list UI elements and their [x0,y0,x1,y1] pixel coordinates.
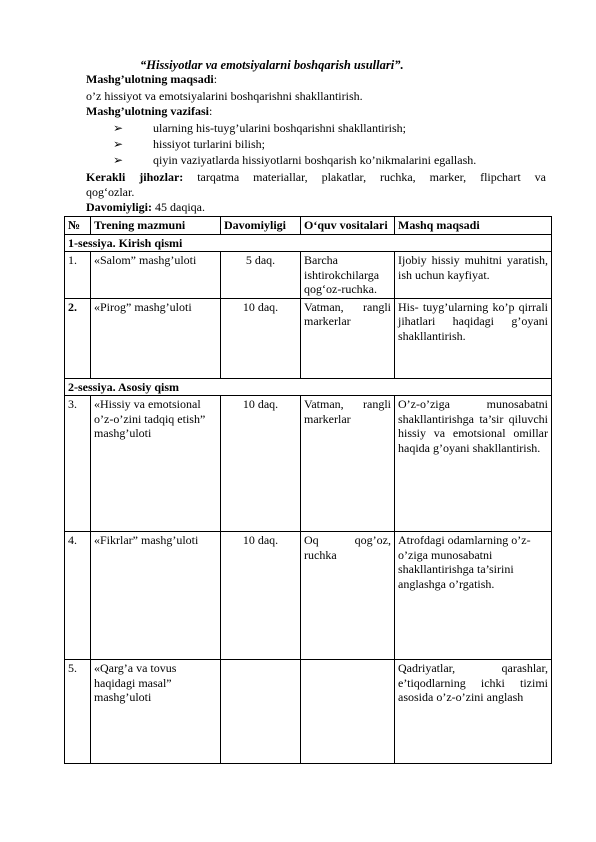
cell-goal: O’z-o’ziga munosabatni shakllantirishga ta’sir qiluvchi hissiy va emotsional omillar haqida g’oyani shakllantirish. [395,396,552,532]
materials-text: tarqatma materiallar, plakatlar, ruchka, marker, flipchart va [197,170,546,184]
table-row [65,660,552,764]
arrow-bullet-icon: ➢ [113,121,124,135]
section-row [65,234,552,252]
document-title: “Hissiyotlar va emotsiyalarni boshqarish usullari”. [140,58,404,72]
section-row [65,378,552,396]
task-item: ➢ qiyin vaziyatlarda hissiyotlarni boshqarish ko’nikmalarini egallash. [113,153,477,167]
cell-content: «Pirog” mashg’uloti [91,298,221,378]
goal-text: o’z hissiyot va emotsiyalarini boshqarishni shakllantirish. [86,89,363,103]
cell-duration: 5 daq. [221,252,301,299]
cell-number: 2. [65,298,91,378]
table-row [65,252,552,299]
cell-content: «Salom” mashg’uloti [91,252,221,299]
cell-duration [221,660,301,764]
table-row [65,396,552,532]
cell-tools: Oq qog’oz, ruchka [301,532,395,660]
section-title: 1-sessiya. Kirish qismi [65,234,552,252]
cell-tools: Barcha ishtirokchilarga qog‘oz-ruchka. [301,252,395,299]
cell-content: «Fikrlar” mashg’uloti [91,532,221,660]
task-item: ➢ ularning his-tuyg’ularini boshqarishni shakllantirish; [113,121,406,135]
goal-line: Mashg’ulotning maqsadi: [86,72,218,86]
cell-number: 4. [65,532,91,660]
cell-content: «Qarg’a va tovus haqidagi masal” mashg’uloti [91,660,221,764]
header-content: Trening mazmuni [91,217,221,235]
cell-goal: His- tuyg’ularning ko’p qirrali jihatlari haqidagi g’oyani shakllantirish. [395,298,552,378]
duration-line [86,200,546,215]
arrow-bullet-icon: ➢ [113,153,124,167]
cell-duration: 10 daq. [221,298,301,378]
task-item: ➢ hissiyot turlarini bilish; [113,137,266,151]
header-goal: Mashq maqsadi [395,217,552,235]
header-duration: Davomiyligi [221,217,301,235]
cell-content: «Hissiy va emotsional o’z-o’zini tadqiq etish” mashg’uloti [91,396,221,532]
cell-tools [301,660,395,764]
training-plan-table [64,216,552,764]
cell-number: 3. [65,396,91,532]
materials-label: Kerakli jihozlar: [86,170,184,184]
cell-tools: Vatman, rangli markerlar [301,298,395,378]
cell-duration: 10 daq. [221,396,301,532]
materials-line [86,170,546,185]
section-title: 2-sessiya. Asosiy qism [65,378,552,396]
header-number: № [65,217,91,235]
tasks-line: Mashg’ulotning vazifasi: [86,104,213,118]
duration-text: 45 daqiqa. [155,200,205,214]
table-header-row [65,217,552,235]
header-tools: O‘quv vositalari [301,217,395,235]
tasks-label: Mashg’ulotning vazifasi [86,104,210,118]
cell-goal: Qadriyatlar, qarashlar, e’tiqodlarning ichki tizimi asosida o’z-o’zini anglash [395,660,552,764]
cell-goal: Ijobiy hissiy muhitni yaratish, ish uchun kayfiyat. [395,252,552,299]
cell-number: 5. [65,660,91,764]
materials-text-continued: qog‘ozlar. [86,185,135,199]
cell-tools: Vatman, rangli markerlar [301,396,395,532]
cell-goal: Atrofdagi odamlarning o’z-o’ziga munosabatni shakllantirishga ta’sirini anglashga o’rgatish. [395,532,552,660]
duration-label: Davomiyligi: [86,200,152,214]
table-row [65,532,552,660]
arrow-bullet-icon: ➢ [113,137,124,151]
cell-number: 1. [65,252,91,299]
goal-label: Mashg’ulotning maqsadi [86,72,214,86]
cell-duration: 10 daq. [221,532,301,660]
table-row [65,298,552,378]
